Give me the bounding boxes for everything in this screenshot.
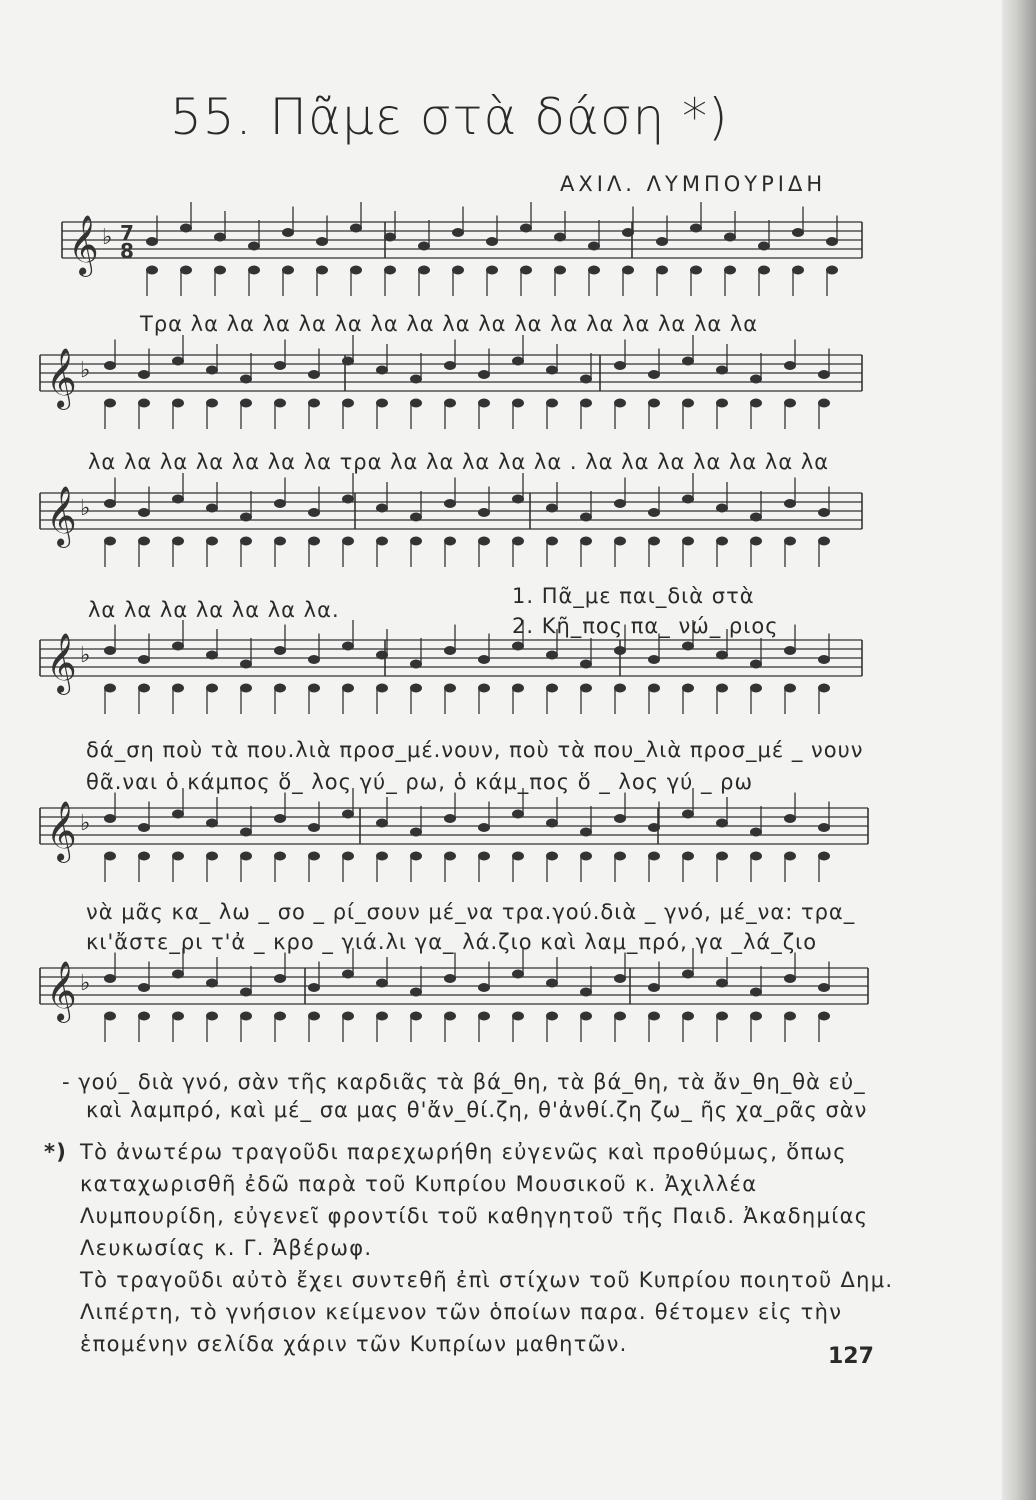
page-number: 127 [828, 1344, 874, 1369]
note-head [682, 357, 694, 366]
note-head [146, 266, 158, 275]
note-head [750, 828, 762, 837]
staff-system [40, 788, 868, 882]
note-head [716, 979, 728, 988]
note-head [546, 1012, 558, 1021]
note-head [342, 495, 354, 504]
note-head [308, 1012, 320, 1021]
note-head [478, 370, 490, 379]
note-head [614, 399, 626, 408]
note-head [138, 508, 150, 517]
note-head [682, 810, 694, 819]
note-head [138, 655, 150, 664]
flat-key-icon: ♭ [80, 358, 91, 383]
note-head [146, 237, 158, 246]
note-head [716, 819, 728, 828]
note-head [478, 1012, 490, 1021]
note-head [342, 852, 354, 861]
note-head [308, 508, 320, 517]
note-head [172, 810, 184, 819]
note-head [682, 970, 694, 979]
note-head [614, 499, 626, 508]
note-head [648, 537, 660, 546]
note-head [172, 1012, 184, 1021]
note-head [614, 1012, 626, 1021]
flat-key-icon: ♭ [80, 971, 91, 996]
note-head [350, 224, 362, 233]
note-head [580, 852, 592, 861]
note-head [818, 852, 830, 861]
note-head [104, 537, 116, 546]
note-head [240, 660, 252, 669]
note-head [342, 642, 354, 651]
note-head [274, 974, 286, 983]
note-head [342, 810, 354, 819]
note-head [826, 266, 838, 275]
note-head [546, 852, 558, 861]
note-head [418, 242, 430, 251]
note-head [614, 646, 626, 655]
note-head [444, 537, 456, 546]
note-head [716, 852, 728, 861]
note-head [546, 979, 558, 988]
note-head [520, 266, 532, 275]
note-head [172, 970, 184, 979]
note-head [376, 684, 388, 693]
lyric-verse-1-start: 1. Πᾶ_με παι_διὰ στὰ [512, 584, 755, 608]
note-head [172, 357, 184, 366]
note-head [240, 852, 252, 861]
note-head [138, 1012, 150, 1021]
note-head [750, 988, 762, 997]
note-head [750, 399, 762, 408]
note-head [138, 852, 150, 861]
note-head [614, 361, 626, 370]
note-head [206, 651, 218, 660]
note-head [376, 504, 388, 513]
note-head [214, 233, 226, 242]
note-head [784, 537, 796, 546]
note-head [172, 684, 184, 693]
note-head [690, 266, 702, 275]
note-head [682, 642, 694, 651]
note-head [214, 266, 226, 275]
note-head [478, 399, 490, 408]
note-head [410, 1012, 422, 1021]
note-head [410, 988, 422, 997]
note-head [580, 988, 592, 997]
note-head [648, 399, 660, 408]
note-head [478, 852, 490, 861]
staff-system [40, 335, 862, 429]
treble-clef-icon: 𝄞 [46, 348, 77, 408]
note-head [826, 237, 838, 246]
note-head [180, 224, 192, 233]
note-head [444, 1012, 456, 1021]
note-head [784, 646, 796, 655]
note-head [444, 814, 456, 823]
note-head [308, 852, 320, 861]
song-title: 55. Πᾶμε στὰ δάση *) [170, 88, 729, 146]
flat-key-icon: ♭ [102, 225, 113, 250]
note-head [138, 399, 150, 408]
treble-clef-icon: 𝄞 [46, 486, 77, 546]
note-head [104, 361, 116, 370]
note-head [486, 266, 498, 275]
note-head [444, 361, 456, 370]
note-head [716, 366, 728, 375]
note-head [580, 1012, 592, 1021]
note-head [614, 684, 626, 693]
note-head [580, 537, 592, 546]
note-head [342, 970, 354, 979]
note-head [376, 1012, 388, 1021]
note-head [316, 237, 328, 246]
note-head [792, 228, 804, 237]
note-head [410, 399, 422, 408]
footnote [44, 1136, 900, 1360]
time-signature-bottom: 8 [120, 239, 134, 263]
note-head [750, 537, 762, 546]
note-head [546, 651, 558, 660]
note-head [308, 655, 320, 664]
note-head [274, 814, 286, 823]
note-head [622, 266, 634, 275]
note-head [758, 242, 770, 251]
note-head [478, 823, 490, 832]
note-head [248, 242, 260, 251]
note-head [512, 642, 524, 651]
note-head [138, 983, 150, 992]
note-head [580, 513, 592, 522]
note-head [648, 852, 660, 861]
note-head [274, 537, 286, 546]
note-head [206, 504, 218, 513]
note-head [486, 237, 498, 246]
note-head [206, 399, 218, 408]
note-head [274, 499, 286, 508]
note-head [444, 499, 456, 508]
treble-clef-icon: 𝄞 [46, 961, 77, 1021]
note-head [206, 366, 218, 375]
note-head [716, 504, 728, 513]
note-head [546, 537, 558, 546]
note-head [716, 651, 728, 660]
note-head [648, 508, 660, 517]
note-head [682, 1012, 694, 1021]
note-head [138, 537, 150, 546]
note-head [554, 266, 566, 275]
note-head [308, 684, 320, 693]
note-head [308, 823, 320, 832]
note-head [444, 852, 456, 861]
note-head [444, 399, 456, 408]
note-head [784, 814, 796, 823]
note-head [682, 399, 694, 408]
note-head [724, 266, 736, 275]
note-head [104, 646, 116, 655]
note-head [104, 974, 116, 983]
note-head [308, 399, 320, 408]
note-head [410, 537, 422, 546]
composer-name: ΑΧΙΛ. ΛΥΜΠΟΥΡΙΔΗ [560, 172, 827, 196]
treble-clef-icon: 𝄞 [46, 801, 77, 861]
lyric-line-6a: - γού_ διὰ γνό, σὰν τῆς καρδιᾶς τὰ βά_θη, τὰ βά_θη, τὰ ἄν_θη_θὰ εὐ_ [62, 1070, 866, 1094]
note-head [512, 495, 524, 504]
note-head [240, 988, 252, 997]
note-head [444, 684, 456, 693]
note-head [580, 660, 592, 669]
lyric-line-1: Τρα λα λα λα λα λα λα λα λα λα λα λα λα λα λα λα λα [140, 312, 759, 336]
note-head [240, 513, 252, 522]
note-head [682, 852, 694, 861]
note-head [274, 399, 286, 408]
note-head [248, 266, 260, 275]
note-head [546, 819, 558, 828]
note-head [716, 684, 728, 693]
note-head [818, 684, 830, 693]
lyric-line-6b: καὶ λαμπρό, καὶ μέ_ σα μας θ'ἄν_θί.ζη, θ'ἀνθί.ζη ζω_ ῆς χα_ρᾶς σὰν [86, 1098, 868, 1122]
note-head [342, 399, 354, 408]
note-head [206, 852, 218, 861]
lyric-line-4b: θᾶ.ναι ὁ κάμπος ὅ_ λος γύ_ ρω, ὁ κάμ_πος ὅ _ λος γύ _ ρω [86, 770, 754, 794]
treble-clef-icon: 𝄞 [68, 215, 99, 275]
note-head [138, 823, 150, 832]
note-head [478, 537, 490, 546]
note-head [138, 370, 150, 379]
note-head [750, 684, 762, 693]
note-head [376, 366, 388, 375]
note-head [104, 499, 116, 508]
note-head [478, 983, 490, 992]
note-head [104, 684, 116, 693]
note-head [274, 1012, 286, 1021]
note-head [512, 684, 524, 693]
note-head [554, 233, 566, 242]
note-head [614, 814, 626, 823]
note-head [588, 242, 600, 251]
note-head [588, 266, 600, 275]
note-head [784, 852, 796, 861]
note-head [784, 974, 796, 983]
note-head [758, 266, 770, 275]
lyric-line-3: λα λα λα λα λα λα λα. [88, 598, 340, 622]
note-head [104, 1012, 116, 1021]
note-head [580, 399, 592, 408]
staff-system [62, 202, 862, 296]
note-head [818, 823, 830, 832]
note-head [240, 375, 252, 384]
note-head [784, 499, 796, 508]
note-head [240, 1012, 252, 1021]
note-head [818, 655, 830, 664]
note-head [546, 684, 558, 693]
note-head [240, 537, 252, 546]
footnote-paragraph-2: Τὸ τραγοῦδι αὐτὸ ἔχει συντεθῆ ἐπὶ στίχων τοῦ Κυπρίου ποιητοῦ Δημ. Λιπέρτη, τὸ γνήσιον κείμενον τῶν ὁποίων παρα. θέτομεν εἰς τὴν ἑπομένην σελίδα χάριν τῶν Κυπρίων μαθητῶν. [80, 1268, 894, 1356]
flat-key-icon: ♭ [80, 811, 91, 836]
note-head [342, 684, 354, 693]
note-head [682, 537, 694, 546]
note-head [342, 537, 354, 546]
note-head [384, 233, 396, 242]
note-head [512, 852, 524, 861]
note-head [376, 651, 388, 660]
note-head [206, 819, 218, 828]
note-head [792, 266, 804, 275]
note-head [240, 399, 252, 408]
note-head [180, 266, 192, 275]
note-head [648, 1012, 660, 1021]
note-head [648, 823, 660, 832]
note-head [282, 228, 294, 237]
note-head [172, 642, 184, 651]
note-head [376, 399, 388, 408]
note-head [648, 684, 660, 693]
note-head [784, 1012, 796, 1021]
note-head [818, 399, 830, 408]
lyric-line-5b: κι'ἄστε_ρι τ'ἀ _ κρο _ γιά.λι γα_ λά.ζιο καὶ λαμ_πρό, γα _λά_ζιο [86, 930, 818, 954]
note-head [240, 684, 252, 693]
note-head [452, 228, 464, 237]
note-head [104, 399, 116, 408]
note-head [656, 237, 668, 246]
note-head [384, 266, 396, 275]
note-head [410, 684, 422, 693]
note-head [614, 852, 626, 861]
note-head [478, 684, 490, 693]
flat-key-icon: ♭ [80, 496, 91, 521]
note-head [308, 983, 320, 992]
note-head [172, 495, 184, 504]
note-head [580, 375, 592, 384]
note-head [172, 537, 184, 546]
note-head [410, 375, 422, 384]
note-head [512, 1012, 524, 1021]
note-head [784, 399, 796, 408]
note-head [452, 266, 464, 275]
note-head [512, 970, 524, 979]
note-head [750, 852, 762, 861]
note-head [512, 399, 524, 408]
flat-key-icon: ♭ [80, 643, 91, 668]
note-head [418, 266, 430, 275]
note-head [580, 684, 592, 693]
treble-clef-icon: 𝄞 [46, 633, 77, 693]
note-head [376, 537, 388, 546]
note-head [648, 370, 660, 379]
note-head [444, 974, 456, 983]
note-head [172, 852, 184, 861]
note-head [350, 266, 362, 275]
note-head [750, 375, 762, 384]
footnote-marker: *) [44, 1140, 68, 1164]
note-head [104, 814, 116, 823]
note-head [206, 1012, 218, 1021]
note-head [376, 852, 388, 861]
note-head [274, 361, 286, 370]
note-head [546, 366, 558, 375]
note-head [682, 684, 694, 693]
note-head [282, 266, 294, 275]
note-head [342, 357, 354, 366]
note-head [410, 828, 422, 837]
note-head [690, 224, 702, 233]
note-head [274, 684, 286, 693]
note-head [316, 266, 328, 275]
footnote-paragraph-1: Τὸ ἀνωτέρω τραγοῦδι παρεχωρήθη εὐγενῶς καὶ προθύμως, ὅπως καταχωρισθῆ ἐδῶ παρὰ τοῦ Κυπρίου Μουσικοῦ κ. Ἀχιλλέα Λυμπουρίδη, εὐγενεῖ φροντίδι τοῦ καθηγητοῦ τῆς Παιδ. Ἀκαδημίας Λευκωσίας κ. Γ. Ἀβέρωφ. [80, 1140, 869, 1260]
note-head [546, 399, 558, 408]
note-head [342, 1012, 354, 1021]
note-head [818, 983, 830, 992]
note-head [622, 228, 634, 237]
note-head [818, 537, 830, 546]
note-head [308, 537, 320, 546]
note-head [648, 983, 660, 992]
note-head [724, 233, 736, 242]
lyric-verse-2-start: 2. Κῆ_πος πα_ νώ_ ριος [512, 614, 779, 638]
note-head [546, 504, 558, 513]
note-head [410, 660, 422, 669]
note-head [478, 655, 490, 664]
note-head [818, 1012, 830, 1021]
note-head [138, 684, 150, 693]
note-head [716, 399, 728, 408]
note-head [818, 508, 830, 517]
note-head [512, 357, 524, 366]
note-head [512, 537, 524, 546]
lyric-line-2: λα λα λα λα λα λα λα τρα λα λα λα λα λα . λα λα λα λα λα λα λα [88, 450, 830, 474]
note-head [512, 810, 524, 819]
note-head [716, 537, 728, 546]
note-head [240, 828, 252, 837]
note-head [716, 1012, 728, 1021]
note-head [784, 684, 796, 693]
note-head [376, 819, 388, 828]
note-head [410, 852, 422, 861]
note-head [818, 370, 830, 379]
note-head [750, 513, 762, 522]
note-head [580, 828, 592, 837]
note-head [648, 655, 660, 664]
note-head [520, 224, 532, 233]
note-head [206, 684, 218, 693]
lyric-line-5a: νὰ μᾶς κα_ λω _ σο _ ρί_σουν μέ_να τρα.γού.διὰ _ γνό, μέ_να: τρα_ [86, 900, 856, 924]
note-head [206, 979, 218, 988]
staff-system [40, 473, 862, 567]
staff-system [40, 948, 868, 1042]
note-head [104, 852, 116, 861]
note-head [750, 660, 762, 669]
lyric-line-4a: δά_ση ποὺ τὰ που.λιὰ προσ_μέ.νουν, ποὺ τὰ που_λιὰ προσ_μέ _ νουν [86, 738, 864, 762]
note-head [682, 495, 694, 504]
note-head [274, 646, 286, 655]
note-head [784, 361, 796, 370]
note-head [750, 1012, 762, 1021]
note-head [376, 979, 388, 988]
note-head [172, 399, 184, 408]
note-head [206, 537, 218, 546]
time-signature-top: 7 [120, 221, 134, 245]
note-head [274, 852, 286, 861]
note-head [308, 370, 320, 379]
note-head [478, 508, 490, 517]
note-head [410, 513, 422, 522]
note-head [444, 646, 456, 655]
note-head [614, 974, 626, 983]
note-head [614, 537, 626, 546]
note-head [656, 266, 668, 275]
